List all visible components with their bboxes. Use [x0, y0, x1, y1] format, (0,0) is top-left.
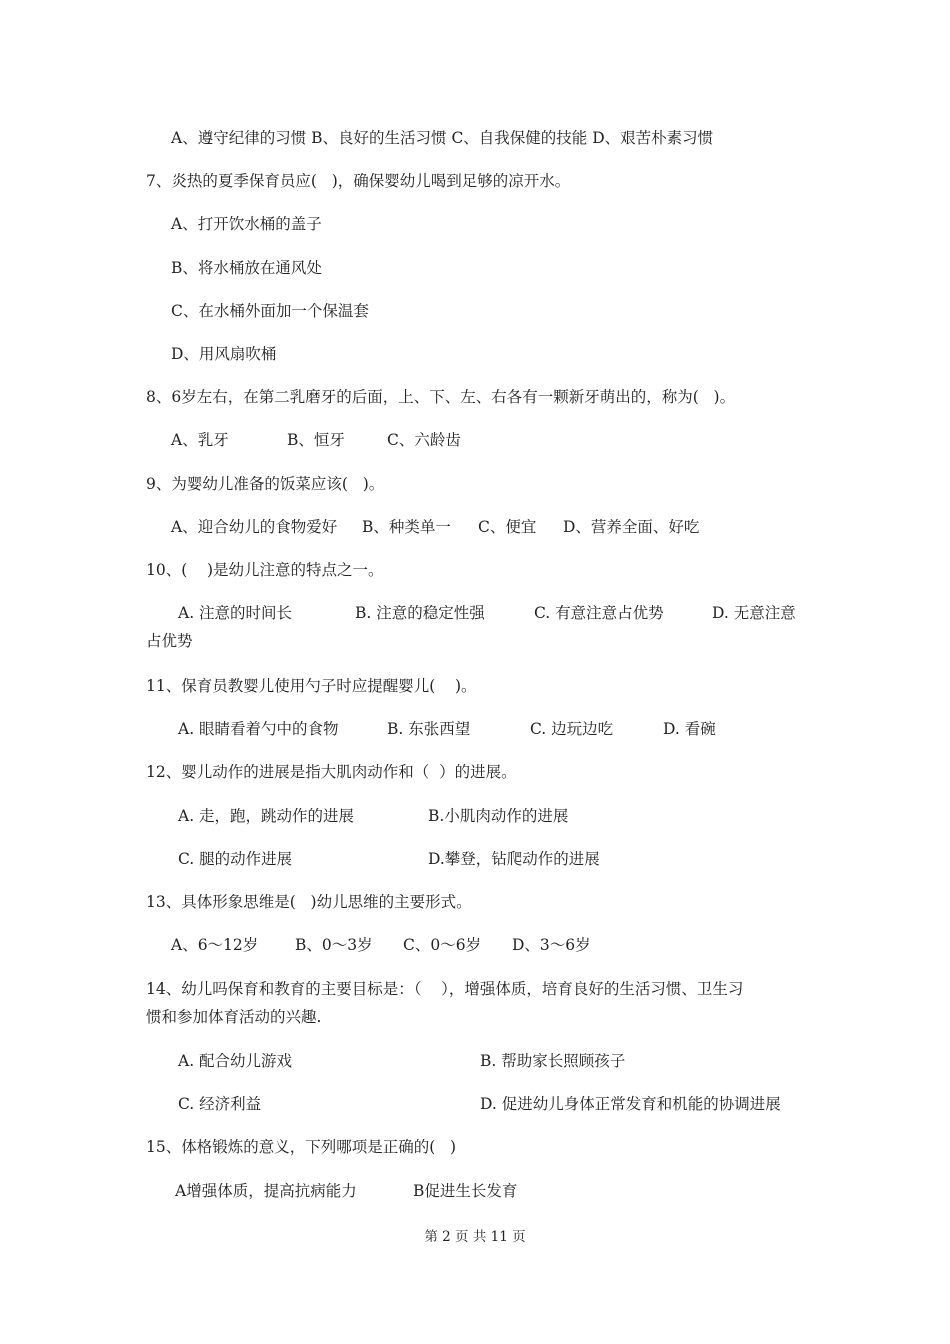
question-8: 8、6岁左右，在第二乳磨牙的后面，上、下、左、右各有一颗新牙萌出的，称为( )。 — [146, 388, 736, 406]
q11-option-c: C. 边玩边吃 — [530, 720, 614, 738]
q11-option-b: B. 东张西望 — [387, 720, 471, 738]
q14-option-b: B. 帮助家长照顾孩子 — [480, 1052, 626, 1070]
q12-option-d: D.攀登，钻爬动作的进展 — [428, 850, 600, 868]
q8-option-a: A、乳牙 — [171, 431, 229, 449]
question-15: 15、体格锻炼的意义，下列哪项是正确的( ) — [146, 1138, 457, 1156]
q13-option-c: C、0～6岁 — [403, 936, 482, 954]
q9-option-c: C、便宜 — [478, 518, 537, 536]
q11-option-d: D. 看碗 — [663, 720, 716, 738]
question-10: 10、( )是幼儿注意的特点之一。 — [146, 561, 384, 579]
q13-option-b: B、0～3岁 — [295, 936, 373, 954]
q15-option-b: B促进生长发育 — [413, 1182, 518, 1200]
q14-option-a: A. 配合幼儿游戏 — [178, 1052, 293, 1070]
q12-option-c: C. 腿的动作进展 — [178, 850, 293, 868]
question-13: 13、具体形象思维是( )幼儿思维的主要形式。 — [146, 893, 472, 911]
q9-option-a: A、迎合幼儿的食物爱好 — [171, 518, 338, 536]
question-14-continued: 惯和参加体育活动的兴趣. — [146, 1008, 322, 1026]
q13-option-a: A、6～12岁 — [171, 936, 259, 954]
q15-option-a: A增强体质，提高抗病能力 — [175, 1182, 357, 1200]
q9-option-d: D、营养全面、好吃 — [563, 518, 700, 536]
page-footer: 第 2 页 共 11 页 — [424, 1229, 526, 1245]
q7-option-a: A、打开饮水桶的盖子 — [171, 215, 322, 233]
q8-option-c: C、六龄齿 — [387, 431, 461, 449]
question-14: 14、幼儿吗保育和教育的主要目标是：（ ），增强体质，培育良好的生活习惯、卫生习 — [146, 980, 744, 998]
q10-option-b: B. 注意的稳定性强 — [355, 604, 485, 622]
q10-option-d-continued: 占优势 — [146, 632, 193, 650]
q7-option-b: B、将水桶放在通风处 — [171, 259, 322, 277]
q7-option-d: D、用风扇吹桶 — [171, 345, 277, 363]
question-12: 12、婴儿动作的进展是指大肌肉动作和（ ）的进展。 — [146, 763, 517, 781]
q7-option-c: C、在水桶外面加一个保温套 — [171, 302, 369, 320]
question-9: 9、为婴幼儿准备的饭菜应该( )。 — [146, 475, 385, 493]
q10-option-a: A. 注意的时间长 — [178, 604, 293, 622]
question-11: 11、保育员教婴儿使用勺子时应提醒婴儿( )。 — [146, 677, 477, 695]
question-7: 7、炎热的夏季保育员应( )，确保婴幼儿喝到足够的凉开水。 — [146, 172, 571, 190]
q8-option-b: B、恒牙 — [287, 431, 345, 449]
q14-option-c: C. 经济利益 — [178, 1095, 262, 1113]
q6-options: A、遵守纪律的习惯 B、良好的生活习惯 C、自我保健的技能 D、艰苦朴素习惯 — [171, 129, 714, 147]
q14-option-d: D. 促进幼儿身体正常发育和机能的协调进展 — [480, 1095, 781, 1113]
q11-option-a: A. 眼睛看着勺中的食物 — [178, 720, 339, 738]
q10-option-c: C. 有意注意占优势 — [534, 604, 664, 622]
q12-option-a: A. 走，跑，跳动作的进展 — [178, 807, 355, 825]
q13-option-d: D、3～6岁 — [512, 936, 591, 954]
q10-option-d: D. 无意注意 — [712, 604, 796, 622]
q9-option-b: B、种类单一 — [362, 518, 451, 536]
q12-option-b: B.小肌肉动作的进展 — [428, 807, 569, 825]
